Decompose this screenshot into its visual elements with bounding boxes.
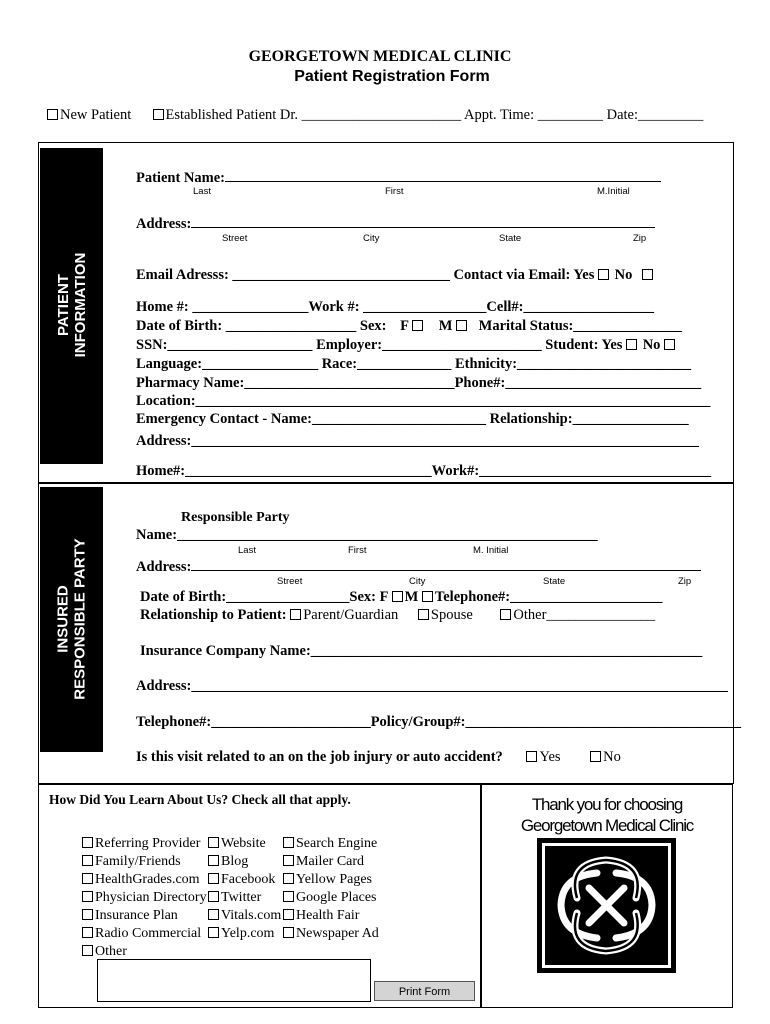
relationship-label: Relationship to Patient: (140, 607, 287, 623)
learn-option-label: Physician Directory (95, 890, 207, 905)
learn-option[interactable] (208, 836, 266, 852)
sex-f-label: F (400, 318, 409, 334)
email-row[interactable] (136, 267, 655, 284)
learn-option-label: Family/Friends (95, 854, 181, 869)
sidebar-line-1: INSURED (54, 585, 72, 653)
emergency-phones-field[interactable]: Home#:__________________________________Work#:________________________________ (136, 463, 712, 479)
sub-mi: M.Initial (597, 186, 630, 197)
new-patient-checkbox[interactable] (47, 109, 58, 120)
learn-option-label: Yellow Pages (296, 872, 372, 887)
learn-option-checkbox[interactable] (82, 873, 93, 884)
parent-checkbox[interactable] (290, 609, 301, 620)
established-patient-label: Established Patient (165, 107, 277, 123)
patient-sidebar-label (55, 147, 89, 463)
learn-option[interactable] (82, 872, 200, 888)
injury-no-label: No (603, 749, 621, 765)
injury-no-checkbox[interactable] (590, 751, 601, 762)
sub-first: First (385, 186, 404, 197)
student-no-checkbox[interactable] (664, 339, 675, 350)
insured-sidebar-label (55, 487, 89, 752)
learn-option-checkbox[interactable] (208, 855, 219, 866)
thanks-line-1: Thank you for choosing (531, 795, 683, 814)
other-field[interactable]: Other_______________ (513, 607, 656, 623)
responsible-party-heading: Responsible Party (181, 510, 290, 525)
pharmacy-field[interactable]: Pharmacy Name:_____________________________ (136, 375, 455, 391)
insured-sex-f-checkbox[interactable] (392, 591, 403, 602)
learn-option-label: Health Fair (296, 908, 360, 923)
learn-option-label: Twitter (221, 890, 262, 905)
other-text-area[interactable] (97, 959, 371, 1002)
parent-label: Parent/Guardian (303, 607, 399, 623)
learn-option-label: Radio Commercial (95, 926, 202, 941)
learn-option-checkbox[interactable] (208, 909, 219, 920)
doctor-field[interactable]: Dr. ______________________ (279, 107, 462, 123)
patient-name-line[interactable] (225, 169, 661, 182)
celtic-knot-logo-icon (537, 838, 676, 973)
learn-option-checkbox[interactable] (283, 891, 294, 902)
learn-option-label: Search Engine (296, 836, 378, 851)
sub-city: City (363, 233, 380, 244)
patient-name-label: Patient Name: (136, 170, 225, 186)
learn-option-label: Blog (221, 854, 249, 869)
emergency-address-field[interactable]: Address:______________________________________________________________________ (136, 433, 699, 449)
ins-sub-first: First (348, 545, 367, 556)
learn-option-label: Insurance Plan (95, 908, 178, 923)
ins-sub-last: Last (238, 545, 256, 556)
sidebar-line-2: INFORMATION (72, 252, 89, 358)
learn-option-checkbox[interactable] (82, 837, 93, 848)
learn-option-checkbox[interactable] (283, 855, 294, 866)
sex-m-label: M (438, 318, 453, 334)
learn-option-checkbox[interactable] (82, 945, 93, 956)
marital-field[interactable]: Marital Status:_______________ (478, 318, 683, 334)
relationship-row[interactable] (140, 607, 655, 624)
insured-dob-row[interactable] (140, 589, 662, 606)
language-field[interactable]: Language:________________ (136, 356, 319, 372)
learn-option-label: Mailer Card (296, 854, 365, 869)
home-phone-field[interactable]: Home #: ________________ (136, 299, 309, 315)
sex-label: Sex: (359, 318, 387, 334)
header-row (47, 107, 703, 124)
insured-address-line[interactable] (191, 558, 701, 571)
learn-option-checkbox[interactable] (82, 855, 93, 866)
spouse-label: Spouse (430, 607, 473, 623)
learn-option[interactable] (208, 854, 248, 870)
insured-sex-m-checkbox[interactable] (422, 591, 433, 602)
learn-option[interactable] (283, 908, 359, 924)
learn-option-checkbox[interactable] (283, 873, 294, 884)
learn-option-checkbox[interactable] (283, 927, 294, 938)
student-no-label: No (642, 337, 661, 353)
spouse-checkbox[interactable] (418, 609, 429, 620)
patient-name-row[interactable] (136, 169, 661, 187)
insured-telephone-field[interactable]: Telephone#:_____________________ (434, 589, 663, 605)
injury-yes-checkbox[interactable] (526, 751, 537, 762)
insurance-company-field[interactable]: Insurance Company Name:______________________________________________________ (140, 643, 703, 659)
learn-option[interactable] (82, 926, 201, 942)
insured-sex-m-label: M (404, 589, 419, 605)
insurance-address-field[interactable]: Address:__________________________________________________________________________ (136, 678, 728, 694)
date-field[interactable]: Date:_________ (606, 107, 704, 123)
learn-option[interactable] (208, 872, 275, 888)
injury-row[interactable] (136, 749, 621, 766)
ins-sub-state: State (543, 576, 566, 587)
emergency-row[interactable] (136, 411, 689, 428)
policy-row[interactable]: Telephone#:______________________Policy/Group#:______________________________________ (136, 714, 741, 730)
thanks-line-2: Georgetown Medical Clinic (520, 816, 694, 835)
learn-option-label: Website (221, 836, 266, 851)
learn-option[interactable] (283, 890, 376, 906)
emergency-name-field[interactable]: Emergency Contact - Name:________________________ (136, 411, 486, 427)
insured-name-field[interactable]: Name:__________________________________________________________ (136, 527, 598, 543)
language-row[interactable] (136, 356, 691, 373)
learn-option-label: Referring Provider (95, 836, 201, 851)
learn-option-checkbox[interactable] (208, 837, 219, 848)
pharmacy-row[interactable] (136, 375, 701, 392)
sub-state: State (499, 233, 522, 244)
sub-last: Last (193, 186, 211, 197)
email-field[interactable]: Email Adresss: ______________________________ (136, 267, 450, 283)
ssn-field[interactable]: SSN:____________________ (136, 337, 313, 353)
contact-no-label: No (614, 267, 633, 283)
learn-option-label: Newspaper Ad (296, 926, 379, 941)
student-yes-checkbox[interactable] (626, 339, 637, 350)
form-title: Patient Registration Form (294, 68, 490, 85)
learn-option-checkbox[interactable] (283, 909, 294, 920)
employer-field[interactable]: Employer:______________________ (316, 337, 542, 353)
learn-option-label: Vitals.com (221, 908, 282, 923)
address-label: Address: (136, 216, 192, 232)
learn-option[interactable] (283, 854, 364, 870)
learn-option[interactable] (82, 854, 181, 870)
learn-option-label: Other (95, 944, 127, 959)
location-field[interactable]: Location:_______________________________________________________________________ (136, 393, 711, 409)
ssn-row[interactable] (136, 337, 677, 354)
sub-zip: Zip (633, 233, 647, 244)
learn-option[interactable] (82, 890, 207, 906)
learn-title: How Did You Learn About Us? Check all that apply. (49, 792, 351, 807)
injury-yes-label: Yes (539, 749, 561, 765)
learn-option-checkbox[interactable] (208, 927, 219, 938)
sex-f-checkbox[interactable] (412, 320, 423, 331)
ins-sub-zip: Zip (678, 576, 692, 587)
learn-option[interactable] (82, 908, 178, 924)
learn-option-label: Yelp.com (221, 926, 275, 941)
insured-dob-field[interactable]: Date of Birth:_________________Sex: F (140, 589, 388, 605)
learn-option[interactable] (82, 836, 200, 852)
learn-option[interactable] (283, 926, 379, 942)
learn-option-checkbox[interactable] (82, 891, 93, 902)
established-patient-checkbox[interactable] (153, 109, 164, 120)
learn-option[interactable] (208, 908, 281, 924)
sidebar-line-1: PATIENT (55, 274, 72, 336)
learn-option-label: Facebook (221, 872, 276, 887)
clinic-name: GEORGETOWN MEDICAL CLINIC (248, 48, 512, 65)
race-field[interactable]: Race:_____________ (321, 356, 452, 372)
learn-option[interactable] (82, 944, 127, 960)
address-line[interactable] (191, 215, 655, 228)
sex-m-checkbox[interactable] (456, 320, 467, 331)
dob-field[interactable]: Date of Birth: __________________ (136, 318, 357, 334)
learn-option-label: Google Places (296, 890, 377, 905)
learn-option[interactable] (208, 926, 274, 942)
learn-option-checkbox[interactable] (208, 891, 219, 902)
contact-yes-checkbox[interactable] (598, 269, 609, 280)
insured-address-row[interactable] (136, 558, 701, 576)
sub-street: Street (222, 233, 248, 244)
learn-option[interactable] (208, 890, 261, 906)
learn-option-checkbox[interactable] (82, 927, 93, 938)
other-checkbox[interactable] (500, 609, 511, 620)
cell-phone-field[interactable]: Cell#:__________________ (486, 299, 654, 315)
work-phone-field[interactable]: Work #: _________________ (308, 299, 487, 315)
dob-row[interactable] (136, 318, 682, 335)
print-form-button[interactable]: Print Form (374, 981, 475, 1001)
injury-question: Is this visit related to an on the job injury or auto accident? (136, 749, 503, 765)
ins-sub-mi: M. Initial (473, 545, 509, 556)
student-label: Student: Yes (545, 337, 623, 353)
emergency-relationship-field[interactable]: Relationship:________________ (489, 411, 689, 427)
ins-sub-street: Street (277, 576, 303, 587)
insured-sidebar (40, 487, 103, 752)
ethnicity-field[interactable]: Ethnicity:________________________ (455, 356, 692, 372)
ins-sub-city: City (409, 576, 426, 587)
pharmacy-phone-field[interactable]: Phone#:___________________________ (454, 375, 702, 391)
phones-row[interactable] (136, 299, 654, 316)
learn-option[interactable] (283, 836, 377, 852)
patient-sidebar (40, 148, 103, 464)
sidebar-line-2: RESPONSIBLE PARTY (71, 538, 89, 700)
new-patient-label: New Patient (60, 107, 132, 123)
learn-option[interactable] (283, 872, 372, 888)
contact-no-checkbox[interactable] (642, 269, 653, 280)
contact-email-label: Contact via Email: Yes (453, 267, 595, 283)
insured-address-label: Address: (136, 559, 192, 575)
learn-option-checkbox[interactable] (283, 837, 294, 848)
learn-option-checkbox[interactable] (208, 873, 219, 884)
appt-time-field[interactable]: Appt. Time: _________ (463, 107, 603, 123)
address-row[interactable] (136, 215, 655, 233)
learn-option-label: HealthGrades.com (95, 872, 200, 887)
learn-option-checkbox[interactable] (82, 909, 93, 920)
